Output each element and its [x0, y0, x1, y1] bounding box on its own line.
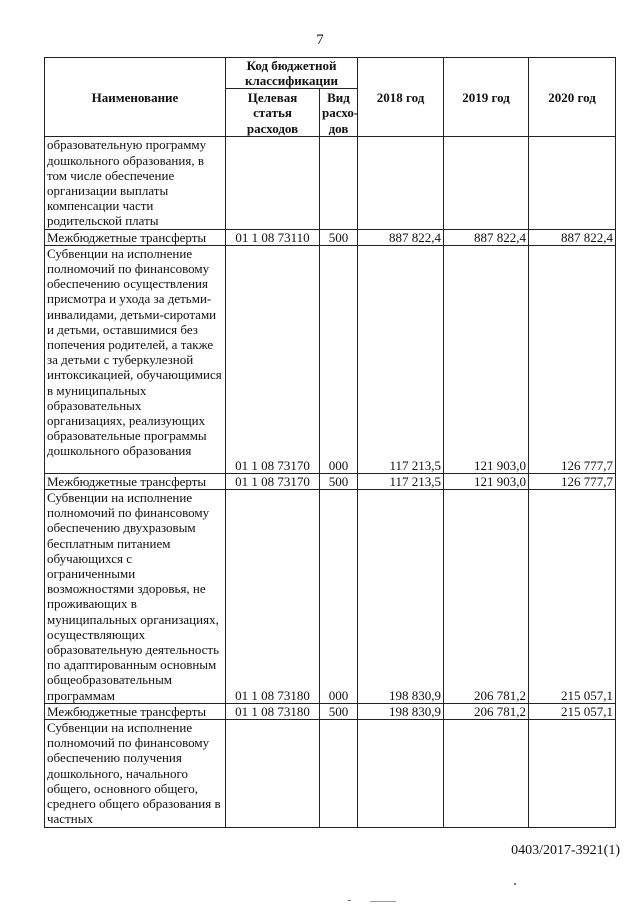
row-2018: [358, 137, 444, 229]
header-2018: 2018 год: [358, 58, 444, 137]
row-2020: 215 057,1: [529, 490, 616, 704]
row-2019: 887 822,4: [444, 229, 529, 245]
table-row: [45, 229, 616, 245]
row-name: Межбюджетные трансферты: [45, 229, 226, 245]
row-2020: 215 057,1: [529, 703, 616, 719]
document-code: 0403/2017-3921(1): [511, 843, 620, 858]
row-type: 500: [320, 703, 358, 719]
row-2019: 121 903,0: [444, 245, 529, 473]
header-code-group: Код бюджетной классификации: [226, 58, 358, 89]
row-name: Субвенции на исполнение полномочий по финансовому обеспечению осуществления присмотра и ухода за детьми-инвалидами, детьми-сиротами и детьми, оставшимися без попечения родителей, а также за детьми с туберкулезной интоксикацией, обучающимися в муниципальных образовательных организациях, реализующих образовательные программы дошкольного образования: [45, 245, 226, 473]
header-2020: 2020 год: [529, 58, 616, 137]
row-name: Субвенции на исполнение полномочий по финансовому обеспечению двухразовым бесплатным питанием обучающихся с ограниченными возможностями здоровья, не проживающих в муниципальных организациях, осуществляющих образовательную деятельность по адаптированным основным общеобразовательным программам: [45, 490, 226, 704]
row-2020: 126 777,7: [529, 245, 616, 473]
table-row: [45, 703, 616, 719]
row-type: [320, 137, 358, 229]
row-2019: 206 781,2: [444, 703, 529, 719]
header-expense-type: Вид расхо-дов: [320, 89, 358, 137]
header-2019: 2019 год: [444, 58, 529, 137]
row-type: 500: [320, 473, 358, 489]
row-2020: [529, 720, 616, 827]
table-row: [45, 720, 616, 827]
table-row: [45, 473, 616, 489]
table-row: [45, 245, 616, 473]
row-2018: [358, 720, 444, 827]
row-2019: [444, 720, 529, 827]
header-name: Наименование: [45, 58, 226, 137]
row-code: 01 1 08 73110: [226, 229, 320, 245]
budget-table: [44, 57, 616, 828]
row-2018: 198 830,9: [358, 490, 444, 704]
row-2020: [529, 137, 616, 229]
row-name: Межбюджетные трансферты: [45, 703, 226, 719]
row-2019: 121 903,0: [444, 473, 529, 489]
scan-speck: [370, 901, 396, 902]
row-type: 000: [320, 245, 358, 473]
table-row: [45, 490, 616, 704]
row-name: образовательную программу дошкольного образования, в том числе обеспечение организации выплаты компенсации части родительской платы: [45, 137, 226, 229]
row-2018: 117 213,5: [358, 473, 444, 489]
row-2018: 117 213,5: [358, 245, 444, 473]
table-row: [45, 137, 616, 229]
row-code: [226, 720, 320, 827]
row-2020: 126 777,7: [529, 473, 616, 489]
row-2020: 887 822,4: [529, 229, 616, 245]
row-code: 01 1 08 73170: [226, 473, 320, 489]
row-code: 01 1 08 73170: [226, 245, 320, 473]
row-name: Субвенции на исполнение полномочий по финансовому обеспечению получения дошкольного, начального общего, основного общего, среднего общего образования в частных: [45, 720, 226, 827]
scan-speck: [514, 883, 516, 885]
scan-speck: [348, 900, 351, 901]
row-2019: [444, 137, 529, 229]
row-name: Межбюджетные трансферты: [45, 473, 226, 489]
row-code: [226, 137, 320, 229]
header-target-article: Целевая статья расходов: [226, 89, 320, 137]
page-number: 7: [316, 32, 324, 48]
row-type: 000: [320, 490, 358, 704]
row-type: [320, 720, 358, 827]
row-code: 01 1 08 73180: [226, 490, 320, 704]
row-2018: 887 822,4: [358, 229, 444, 245]
row-2019: 206 781,2: [444, 490, 529, 704]
row-code: 01 1 08 73180: [226, 703, 320, 719]
row-type: 500: [320, 229, 358, 245]
row-2018: 198 830,9: [358, 703, 444, 719]
